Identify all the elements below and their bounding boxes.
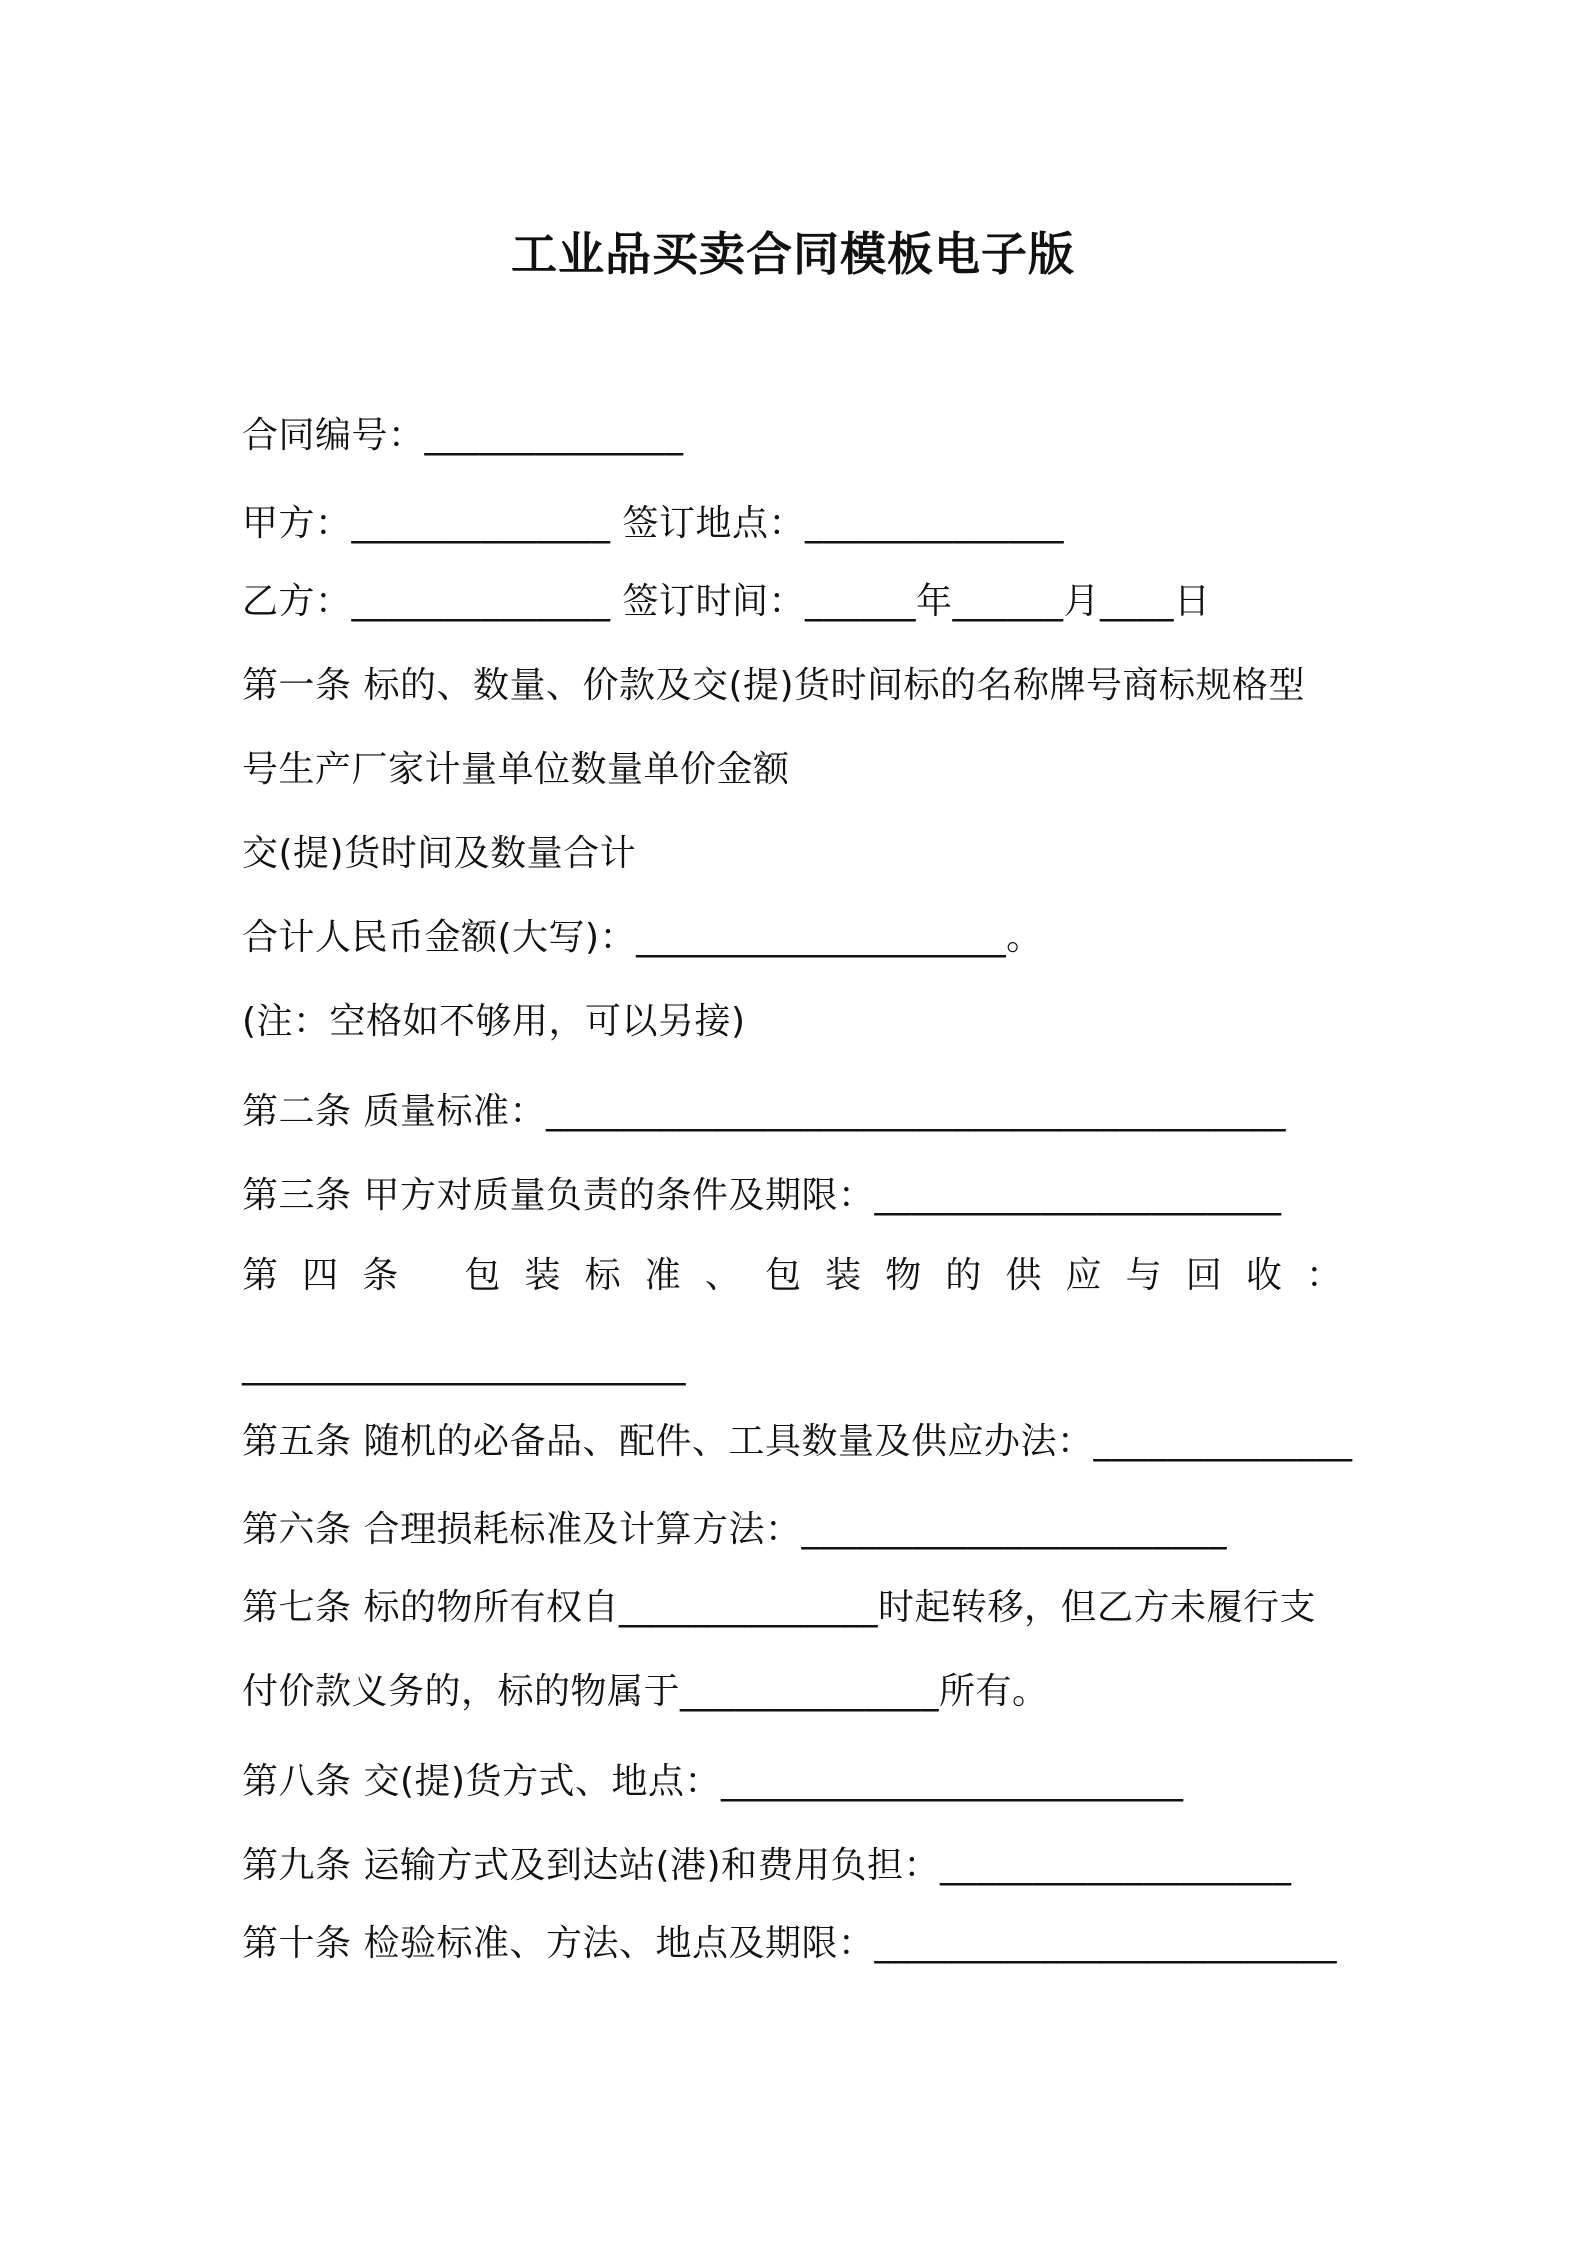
article-4-char: 与 [1125, 1255, 1162, 1296]
article-4-char: 回 [1185, 1255, 1222, 1296]
article-4-char: 收 [1245, 1255, 1282, 1296]
article-3-line: 第三条 甲方对质量负责的条件及期限：______________________ [242, 1175, 1282, 1216]
article-4-char: 应 [1065, 1255, 1102, 1296]
article-4-char: ： [1305, 1255, 1342, 1296]
article-4-gap [422, 1252, 440, 1300]
article-4-line [242, 1252, 1342, 1300]
article-4-char: 准 [644, 1255, 681, 1296]
article-4-char: 的 [945, 1255, 982, 1296]
article-4-char: 装 [825, 1255, 862, 1296]
article-4-char: 标 [584, 1255, 621, 1296]
article-4-char: 供 [1005, 1255, 1042, 1296]
article-1-line-2: 号生产厂家计量单位数量单价金额 [242, 749, 790, 790]
article-10-line: 第十条 检验标准、方法、地点及期限：_________________________ [242, 1923, 1337, 1964]
article-8-line: 第八条 交(提)货方式、地点：_________________________ [242, 1761, 1184, 1802]
article-1-line-1: 第一条 标的、数量、价款及交(提)货时间标的名称牌号商标规格型 [242, 665, 1306, 706]
article-4-char: 第 [242, 1255, 279, 1296]
note-line: (注：空格如不够用，可以另接) [242, 1001, 746, 1042]
article-4-blank: ________________________ [242, 1345, 686, 1386]
article-5-line: 第五条 随机的必备品、配件、工具数量及供应办法：______________ [242, 1421, 1353, 1462]
article-9-line: 第九条 运输方式及到达站(港)和费用负担：___________________ [242, 1845, 1292, 1886]
article-2-line: 第二条 质量标准：________________________________________ [242, 1091, 1286, 1132]
article-4-char: 条 [362, 1255, 399, 1296]
article-4-char: 装 [524, 1255, 561, 1296]
party-b-line: 乙方：______________ 签订时间：______年______月____日 [242, 581, 1211, 622]
article-4-char: 四 [302, 1255, 339, 1296]
party-a-line: 甲方：______________ 签订地点：______________ [242, 503, 1064, 544]
article-7-line-2: 付价款义务的，标的物属于______________所有。 [242, 1671, 1049, 1712]
article-4-char: 、 [704, 1255, 741, 1296]
document-title: 工业品买卖合同模板电子版 [511, 227, 1075, 281]
article-6-line: 第六条 合理损耗标准及计算方法：_______________________ [242, 1509, 1227, 1550]
article-4-char: 包 [764, 1255, 801, 1296]
contract-number-line: 合同编号：______________ [242, 415, 684, 456]
article-7-line-1: 第七条 标的物所有权自______________时起转移，但乙方未履行支 [242, 1587, 1316, 1628]
article-4-char: 包 [464, 1255, 501, 1296]
article-1-total-amount: 合计人民币金额(大写)：____________________。 [242, 917, 1043, 958]
article-4-char: 物 [885, 1255, 922, 1296]
article-1-line-3: 交(提)货时间及数量合计 [242, 833, 637, 874]
